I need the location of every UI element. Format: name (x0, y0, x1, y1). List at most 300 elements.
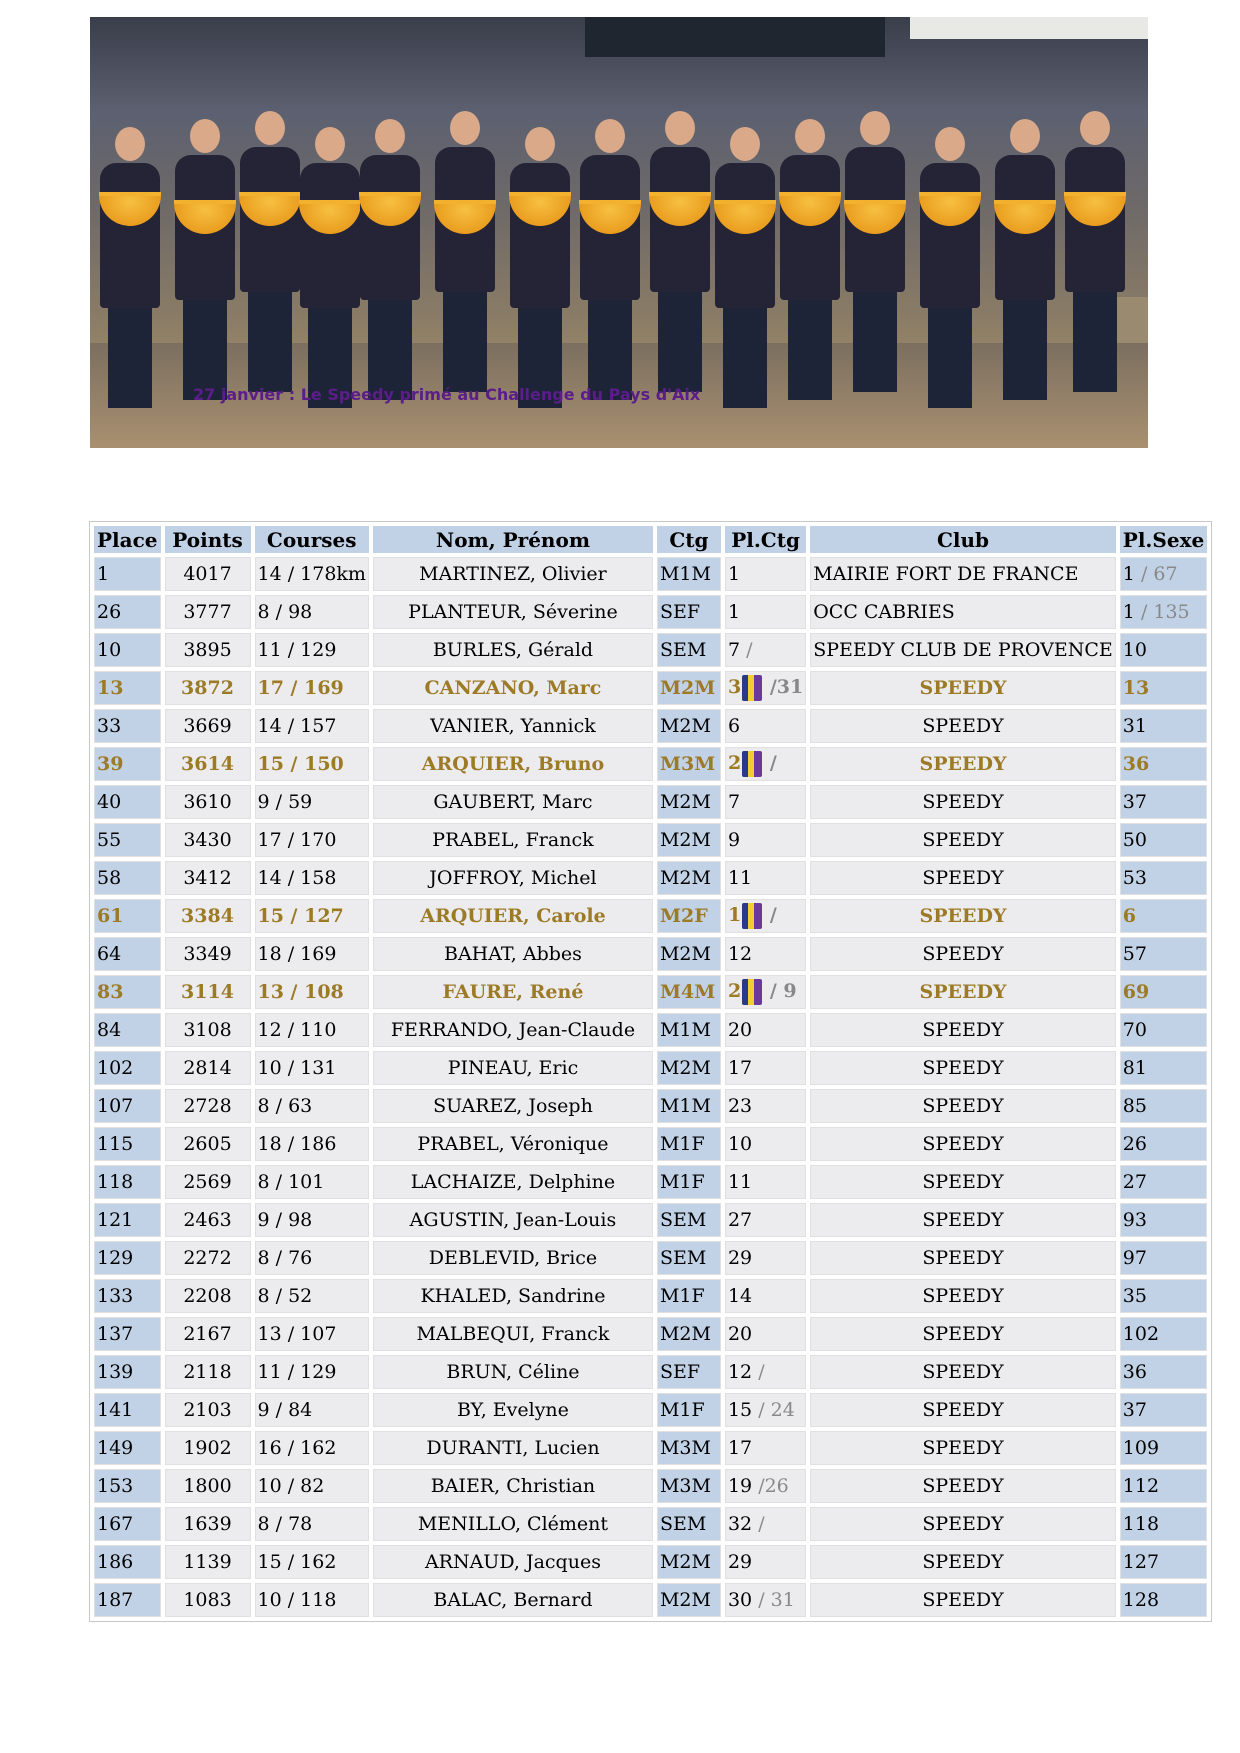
plsexe-value: 36 (1122, 753, 1150, 775)
photo-person (650, 111, 710, 392)
cell-points: 2208 (165, 1279, 251, 1313)
table-row (94, 1469, 1207, 1503)
cell-plctg (725, 1355, 806, 1389)
cell-plsexe (1120, 1165, 1207, 1199)
plctg-value: 20 (727, 1323, 753, 1345)
cell-ctg: M2M (657, 937, 721, 971)
cell-plsexe (1120, 1203, 1207, 1237)
table-row (94, 1089, 1207, 1123)
photo-person (510, 127, 570, 408)
cell-plsexe (1120, 1355, 1207, 1389)
table-body (94, 557, 1207, 1617)
cell-place: 139 (94, 1355, 161, 1389)
cell-place: 102 (94, 1051, 161, 1085)
cell-club: SPEEDY (810, 937, 1116, 971)
header-plctg: Pl.Ctg (725, 526, 806, 553)
cell-courses: 11 / 129 (255, 633, 369, 667)
cell-ctg: M2M (657, 861, 721, 895)
cell-nom: BY, Evelyne (373, 1393, 653, 1427)
plsexe-value: 31 (1122, 715, 1147, 737)
cell-ctg: SEM (657, 1241, 721, 1275)
cell-place: 121 (94, 1203, 161, 1237)
cell-plctg (725, 1203, 806, 1237)
cell-place: 55 (94, 823, 161, 857)
cell-nom: MALBEQUI, Franck (373, 1317, 653, 1351)
plctg-value: 3 (727, 676, 742, 698)
plctg-total: / (769, 904, 777, 926)
cell-ctg: M2M (657, 785, 721, 819)
table-row (94, 823, 1207, 857)
photo-person (715, 127, 775, 408)
person-head (115, 127, 145, 161)
plctg-value: 17 (727, 1437, 753, 1459)
table-row (94, 1317, 1207, 1351)
cell-nom: VANIER, Yannick (373, 709, 653, 743)
plctg-value: 7 (727, 639, 741, 661)
cell-place: 141 (94, 1393, 161, 1427)
podium-icon (742, 675, 762, 701)
cell-courses: 16 / 162 (255, 1431, 369, 1465)
cell-points: 3349 (165, 937, 251, 971)
plctg-value: 23 (727, 1095, 753, 1117)
cell-plsexe (1120, 1545, 1207, 1579)
plctg-total: / 24 (758, 1399, 795, 1421)
plctg-total: / 31 (758, 1589, 795, 1611)
photo-person (1065, 111, 1125, 392)
table-row (94, 937, 1207, 971)
cell-plctg (725, 557, 806, 591)
cell-courses: 8 / 52 (255, 1279, 369, 1313)
cell-ctg: M2M (657, 823, 721, 857)
table-row (94, 1051, 1207, 1085)
plctg-value: 15 (727, 1399, 753, 1421)
plctg-total: / 9 (769, 980, 797, 1002)
cell-ctg: M1F (657, 1165, 721, 1199)
cell-plctg (725, 1507, 806, 1541)
person-head (595, 119, 625, 153)
cell-place: 84 (94, 1013, 161, 1047)
cell-nom: BAHAT, Abbes (373, 937, 653, 971)
cell-place: 107 (94, 1089, 161, 1123)
cell-place: 39 (94, 747, 161, 781)
cell-ctg: M1F (657, 1393, 721, 1427)
table-row (94, 1013, 1207, 1047)
plsexe-value: 97 (1122, 1247, 1147, 1269)
cell-place: 58 (94, 861, 161, 895)
person-head (525, 127, 555, 161)
cell-courses: 8 / 101 (255, 1165, 369, 1199)
plctg-value: 2 (727, 752, 742, 774)
cell-club: SPEEDY (810, 975, 1116, 1009)
cell-plsexe (1120, 1507, 1207, 1541)
photo-person (845, 111, 905, 392)
plsexe-value: 50 (1122, 829, 1147, 851)
table-row (94, 633, 1207, 667)
cell-ctg: M1F (657, 1127, 721, 1161)
cell-club: SPEEDY (810, 747, 1116, 781)
cell-points: 3614 (165, 747, 251, 781)
cell-club: SPEEDY (810, 1127, 1116, 1161)
table-row (94, 709, 1207, 743)
cell-ctg: SEM (657, 633, 721, 667)
cell-ctg: M2M (657, 1583, 721, 1617)
person-legs (658, 292, 702, 392)
plctg-value: 6 (727, 715, 741, 737)
cell-courses: 9 / 84 (255, 1393, 369, 1427)
table-row (94, 1279, 1207, 1313)
cell-place: 137 (94, 1317, 161, 1351)
plsexe-value: 85 (1122, 1095, 1147, 1117)
podium-icon (742, 979, 762, 1005)
cell-plsexe (1120, 1393, 1207, 1427)
cell-club: SPEEDY (810, 1203, 1116, 1237)
table-row (94, 671, 1207, 705)
photo-person (175, 119, 235, 400)
header-ctg: Ctg (657, 526, 721, 553)
cell-club: SPEEDY (810, 785, 1116, 819)
cell-plctg (725, 747, 806, 781)
cell-place: 133 (94, 1279, 161, 1313)
cell-club: SPEEDY (810, 1583, 1116, 1617)
person-legs (1073, 292, 1117, 392)
table-row (94, 1507, 1207, 1541)
person-legs (723, 308, 767, 408)
photo-wall (910, 17, 1148, 39)
person-head (190, 119, 220, 153)
cell-plctg (725, 1545, 806, 1579)
cell-club: SPEEDY (810, 1393, 1116, 1427)
cell-ctg: M1M (657, 557, 721, 591)
cell-courses: 15 / 150 (255, 747, 369, 781)
plsexe-value: 27 (1122, 1171, 1147, 1193)
plctg-value: 20 (727, 1019, 753, 1041)
cell-points: 4017 (165, 557, 251, 591)
plctg-value: 1 (727, 563, 741, 585)
cell-ctg: M2M (657, 671, 721, 705)
cell-ctg: SEF (657, 1355, 721, 1389)
person-head (315, 127, 345, 161)
cell-ctg: M4M (657, 975, 721, 1009)
cell-points: 2728 (165, 1089, 251, 1123)
header-nom: Nom, Prénom (373, 526, 653, 553)
cell-nom: PRABEL, Franck (373, 823, 653, 857)
cell-courses: 15 / 127 (255, 899, 369, 933)
header-plsexe: Pl.Sexe (1120, 526, 1207, 553)
photo-person (580, 119, 640, 400)
cell-plsexe (1120, 709, 1207, 743)
photo-person (240, 111, 300, 392)
cell-nom: GAUBERT, Marc (373, 785, 653, 819)
cell-place: 61 (94, 899, 161, 933)
cell-club: SPEEDY (810, 1507, 1116, 1541)
cell-courses: 10 / 131 (255, 1051, 369, 1085)
cell-points: 1139 (165, 1545, 251, 1579)
photo-person (435, 111, 495, 392)
cell-plsexe (1120, 1241, 1207, 1275)
cell-plsexe (1120, 557, 1207, 591)
cell-courses: 17 / 169 (255, 671, 369, 705)
cell-points: 2118 (165, 1355, 251, 1389)
plsexe-value: 1 (1122, 601, 1135, 623)
cell-nom: MARTINEZ, Olivier (373, 557, 653, 591)
cell-courses: 13 / 107 (255, 1317, 369, 1351)
cell-points: 2463 (165, 1203, 251, 1237)
cell-nom: BAIER, Christian (373, 1469, 653, 1503)
cell-plsexe (1120, 1127, 1207, 1161)
cell-courses: 18 / 169 (255, 937, 369, 971)
person-head (730, 127, 760, 161)
plsexe-value: 37 (1122, 1399, 1147, 1421)
cell-place: 118 (94, 1165, 161, 1199)
cell-ctg: M3M (657, 1431, 721, 1465)
cell-plsexe (1120, 633, 1207, 667)
cell-plsexe (1120, 975, 1207, 1009)
plsexe-value: 128 (1122, 1589, 1160, 1611)
cell-plctg (725, 1317, 806, 1351)
cell-nom: PINEAU, Eric (373, 1051, 653, 1085)
cell-points: 2569 (165, 1165, 251, 1199)
cell-plsexe (1120, 1469, 1207, 1503)
cell-nom: FAURE, René (373, 975, 653, 1009)
plctg-value: 32 (727, 1513, 753, 1535)
header-points: Points (165, 526, 251, 553)
person-head (665, 111, 695, 145)
cell-place: 13 (94, 671, 161, 705)
plsexe-value: 10 (1122, 639, 1147, 661)
cell-club: SPEEDY (810, 709, 1116, 743)
person-head (450, 111, 480, 145)
person-legs (443, 292, 487, 392)
cell-plctg (725, 937, 806, 971)
plsexe-value: 26 (1122, 1133, 1147, 1155)
cell-ctg: M2M (657, 1545, 721, 1579)
plsexe-value: 93 (1122, 1209, 1147, 1231)
person-legs (928, 308, 972, 408)
plsexe-value: 6 (1122, 905, 1137, 927)
cell-club: SPEEDY (810, 1431, 1116, 1465)
cell-plctg (725, 671, 806, 705)
cell-points: 3610 (165, 785, 251, 819)
photo-banner (585, 17, 885, 57)
results-table (89, 521, 1212, 1622)
cell-nom: BURLES, Gérald (373, 633, 653, 667)
cell-points: 1639 (165, 1507, 251, 1541)
cell-plsexe (1120, 1583, 1207, 1617)
podium-icon (742, 903, 762, 929)
cell-points: 2272 (165, 1241, 251, 1275)
cell-plctg (725, 975, 806, 1009)
person-head (935, 127, 965, 161)
cell-courses: 14 / 178km (255, 557, 369, 591)
person-legs (108, 308, 152, 408)
plsexe-total: / 135 (1140, 601, 1190, 623)
person-head (795, 119, 825, 153)
plctg-total: / (746, 639, 753, 661)
cell-place: 40 (94, 785, 161, 819)
plctg-total: /26 (758, 1475, 789, 1497)
cell-place: 129 (94, 1241, 161, 1275)
cell-place: 186 (94, 1545, 161, 1579)
cell-club: SPEEDY (810, 1089, 1116, 1123)
cell-plsexe (1120, 747, 1207, 781)
cell-ctg: M1M (657, 1089, 721, 1123)
plsexe-value: 13 (1122, 677, 1150, 699)
cell-nom: MENILLO, Clément (373, 1507, 653, 1541)
cell-place: 26 (94, 595, 161, 629)
plsexe-total: / 67 (1140, 563, 1178, 585)
cell-plctg (725, 823, 806, 857)
table-row (94, 1393, 1207, 1427)
cell-points: 2605 (165, 1127, 251, 1161)
cell-plctg (725, 1393, 806, 1427)
plctg-value: 12 (727, 1361, 753, 1383)
cell-ctg: M1M (657, 1013, 721, 1047)
cell-ctg: SEF (657, 595, 721, 629)
person-jacket (510, 163, 570, 308)
cell-courses: 14 / 158 (255, 861, 369, 895)
photo-person (780, 119, 840, 400)
cell-nom: BRUN, Céline (373, 1355, 653, 1389)
cell-place: 167 (94, 1507, 161, 1541)
cell-courses: 17 / 170 (255, 823, 369, 857)
photo-person (995, 119, 1055, 400)
cell-place: 115 (94, 1127, 161, 1161)
cell-club: SPEEDY CLUB DE PROVENCE (810, 633, 1116, 667)
cell-courses: 10 / 82 (255, 1469, 369, 1503)
cell-club: SPEEDY (810, 1165, 1116, 1199)
photo-person (360, 119, 420, 400)
cell-nom: DURANTI, Lucien (373, 1431, 653, 1465)
cell-plctg (725, 899, 806, 933)
person-legs (788, 300, 832, 400)
cell-nom: ARNAUD, Jacques (373, 1545, 653, 1579)
cell-ctg: SEM (657, 1203, 721, 1237)
cell-plsexe (1120, 671, 1207, 705)
person-jacket (715, 163, 775, 308)
cell-plsexe (1120, 823, 1207, 857)
cell-points: 1083 (165, 1583, 251, 1617)
person-head (1010, 119, 1040, 153)
cell-plctg (725, 1165, 806, 1199)
plsexe-value: 102 (1122, 1323, 1160, 1345)
cell-club: SPEEDY (810, 671, 1116, 705)
cell-club: SPEEDY (810, 1317, 1116, 1351)
plctg-total: / (758, 1361, 765, 1383)
cell-points: 3669 (165, 709, 251, 743)
cell-points: 3895 (165, 633, 251, 667)
plsexe-value: 1 (1122, 563, 1135, 585)
cell-nom: AGUSTIN, Jean-Louis (373, 1203, 653, 1237)
header-place: Place (94, 526, 161, 553)
cell-plsexe (1120, 1431, 1207, 1465)
table-row (94, 1583, 1207, 1617)
cell-points: 3384 (165, 899, 251, 933)
plctg-value: 1 (727, 601, 741, 623)
cell-points: 3412 (165, 861, 251, 895)
cell-ctg: M1F (657, 1279, 721, 1313)
cell-nom: ARQUIER, Bruno (373, 747, 653, 781)
cell-club: SPEEDY (810, 1545, 1116, 1579)
cell-points: 3872 (165, 671, 251, 705)
cell-courses: 14 / 157 (255, 709, 369, 743)
cell-ctg: M3M (657, 747, 721, 781)
cell-ctg: M2M (657, 1317, 721, 1351)
cell-ctg: SEM (657, 1507, 721, 1541)
cell-courses: 10 / 118 (255, 1583, 369, 1617)
plctg-value: 10 (727, 1133, 753, 1155)
person-legs (1003, 300, 1047, 400)
cell-nom: ARQUIER, Carole (373, 899, 653, 933)
table-row (94, 975, 1207, 1009)
cell-courses: 8 / 78 (255, 1507, 369, 1541)
cell-club: SPEEDY (810, 1279, 1116, 1313)
plsexe-value: 37 (1122, 791, 1147, 813)
cell-nom: BALAC, Bernard (373, 1583, 653, 1617)
cell-points: 3777 (165, 595, 251, 629)
cell-plctg (725, 633, 806, 667)
table-row (94, 861, 1207, 895)
table-row (94, 1127, 1207, 1161)
plctg-total: / (758, 1513, 765, 1535)
cell-courses: 8 / 76 (255, 1241, 369, 1275)
person-jacket (300, 163, 360, 308)
cell-plctg (725, 1241, 806, 1275)
table-row (94, 1203, 1207, 1237)
table-header-row (94, 526, 1207, 553)
cell-nom: PLANTEUR, Séverine (373, 595, 653, 629)
plsexe-value: 35 (1122, 1285, 1147, 1307)
plctg-value: 17 (727, 1057, 753, 1079)
cell-plsexe (1120, 899, 1207, 933)
cell-nom: KHALED, Sandrine (373, 1279, 653, 1313)
table-row (94, 557, 1207, 591)
cell-plsexe (1120, 861, 1207, 895)
cell-plctg (725, 1469, 806, 1503)
cell-points: 3108 (165, 1013, 251, 1047)
table-row (94, 747, 1207, 781)
plctg-value: 12 (727, 943, 753, 965)
plctg-value: 9 (727, 829, 741, 851)
table-row (94, 595, 1207, 629)
cell-points: 1902 (165, 1431, 251, 1465)
cell-plctg (725, 595, 806, 629)
cell-plctg (725, 1013, 806, 1047)
plctg-value: 11 (727, 1171, 753, 1193)
cell-plctg (725, 1279, 806, 1313)
photo-caption: 27 janvier : Le Speedy primé au Challenge du Pays d'Aix (193, 385, 701, 404)
cell-ctg: M3M (657, 1469, 721, 1503)
cell-club: SPEEDY (810, 1241, 1116, 1275)
plctg-value: 27 (727, 1209, 753, 1231)
plctg-value: 2 (727, 980, 742, 1002)
cell-points: 3114 (165, 975, 251, 1009)
cell-plsexe (1120, 1317, 1207, 1351)
cell-plctg (725, 1583, 806, 1617)
person-jacket (100, 163, 160, 308)
cell-plsexe (1120, 1013, 1207, 1047)
table-row (94, 785, 1207, 819)
cell-plsexe (1120, 785, 1207, 819)
plctg-value: 11 (727, 867, 753, 889)
cell-club: OCC CABRIES (810, 595, 1116, 629)
cell-plsexe (1120, 1089, 1207, 1123)
table-row (94, 1165, 1207, 1199)
header-club: Club (810, 526, 1116, 553)
cell-points: 1800 (165, 1469, 251, 1503)
person-head (255, 111, 285, 145)
cell-courses: 11 / 129 (255, 1355, 369, 1389)
cell-points: 2103 (165, 1393, 251, 1427)
